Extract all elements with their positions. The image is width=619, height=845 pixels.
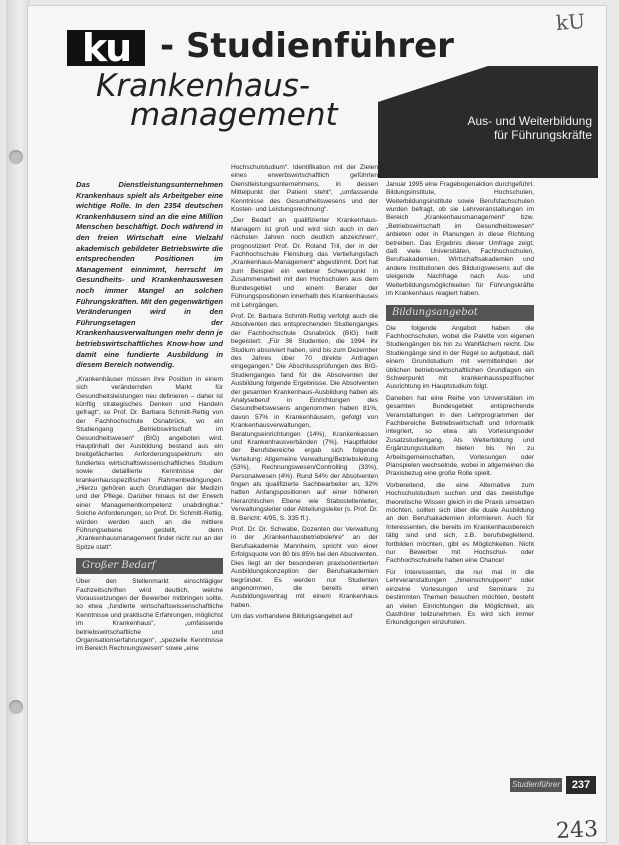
article-column-3: [386, 164, 534, 631]
lead-paragraph: Das Dienstleistungsunternehmen Krankenhaus spielt als Arbeitgeber eine wichtige Rolle. In den 2354 deutschen Krankenhäusern sind an die eine Million Menschen beschäftigt. Doch während in den freien Wirtschaft eine Vielzahl akademisch gebildeter Betriebswirte die entsprechenden Positionen im Management einnimmt, herrscht im Gesundheits- und Krankenhauswesen noch immer Mangel an solchen Führungskräften. Mit den gegenwärtigen Veränderungen wird in den Führungsetagen der Krankenhausverwaltungen mehr denn je betriebswirtschaftliches Know-how und damit eine fundierte Ausbildung in diesem Bereich notwendig.: [76, 180, 223, 370]
section-heading: Großer Bedarf: [76, 558, 223, 574]
paragraph: diesem Sektor möglichst umfassend zu erfassen, hat die ku in den Monaten Dezember 1994 und Januar 1995 eine Fragebogenaktion durchgeführt. Bildungsinstitute, Hochschulen, Weiterbildungsinstitute sowie Berufsfachschulen wurden befragt, ob sie Lehrveranstaltungen im Bereich „Krankenhausmanagement“ bzw. „Betriebswirtschaft im Gesundheitswesen“ anbieten oder in Planungen in diese Richtung betreiben. Das Ergebnis dieser Umfrage zeigt, daß viele Universitäten, Fachhochschulen, Berufsakademien, Wirtschaftsakademien und andere Institutionen des Bildungswesens auf die steigende Nachfrage nach Aus- und Weiterbildungsmöglichkeiten für Führungskräfte im Krankenhaus reagiert haben.: [386, 164, 534, 298]
footer-section-tag: Studienführer: [510, 778, 562, 792]
paragraph: Die folgende Angebot haben die Fachhochschulen, wobei die Palette von eigenen Studiengängen bis hin zu Wahlfächern reicht. Die Studiengänge sind in der Regel so aufgebaut, daß einem Grundstudium mit vermittelnden der üblichen betriebswirtschaftlichen Grundlagen ein Schwerpunkt mit krankenhausspezifischer Ausrichtung im Hauptstudium folgt.: [386, 324, 534, 391]
banner-line-1: Aus- und Weiterbildung: [467, 114, 592, 128]
page-title: [96, 68, 338, 133]
banner-subtitle: [372, 114, 592, 142]
title-line-1: Krankenhaus-: [96, 68, 311, 104]
paragraph: Über den Stellenmarkt einschlägiger Fachzeitschriften wird deutlich, welche Voraussetzungen der Bewerber mitbringen sollte, so etwa „fundierte wirtschaftswissenschaftliche Kenntnisse und praktische Erfahrungen, möglichst im Krankenhaus“, „umfassende betriebswirtschaftliche und Organisationserfahrungen“, „spezielle Kenntnisse im Bereich Rechnungswesen“ sowie „eine: [76, 578, 223, 653]
ku-logo: ku: [67, 30, 145, 66]
article-column-2: [231, 164, 378, 625]
paragraph: Für Interessenten, die nur mal in die Lehrveranstaltungen „hineinschnuppern“ oder einzelne Vorlesungen und Seminare zu bestimmten Themen besuchen möchten, besteht an vielen Einrichtungen die Möglichkeit, als Gasthörer teilzunehmen. Es wird sich immer Erkundigungen einzuholen.: [386, 568, 534, 627]
paragraph: Um das vorhandene Bildungsangebot auf: [231, 613, 353, 621]
paragraph: Vorbereitend, die eine Alternative zum Hochschulstudium suchen und das zweistufige theoretische Wissen gleich in die Praxis umsetzen möchten, sollten sich über die duale Ausbildung an den Berufsakademien informieren. Auch für Interessenten, die bereits im Krankenhausbereich tätig sind und sich, z.B. berufsbegleitend, fortbilden möchten, gibt es Möglichkeiten. Nicht nur Bewerber mit Hochschul- oder Fachhochschulreife haben eine Chance!: [386, 481, 534, 565]
punch-hole: [9, 150, 23, 164]
paragraph: Daneben hat eine Reihe von Universitäten im gesamten Bundesgebiet entsprechende Veranstaltungen in den Lehrprogrammen der Fachbereiche Betriebswirtschaft und Informatik integriert, so etwa als Vorlesungsoder Zusatzstudiengang. Als Weiterbildung und Ergänzungsstudium bieten bis hin zu Arbeitsgemeinschaften, Vorlesungen oder Planspielen wechselnde, wobei in allgemeinen die Praxisbezug eine große Rolle spielt.: [386, 394, 534, 478]
section-heading: Bildungsangebot: [386, 305, 534, 321]
banner-line-2: für Führungskräfte: [493, 128, 592, 142]
paragraph: „Der Bedarf an qualifizierter Krankenhaus-Managern ist groß und wird sich auch in den nächsten Jahren noch deutlich abzeichnen“, prognostiziert Prof. Dr. Roland Tril, der in der Fachhochschule Flensburg das Vertiefungsfach „Krankenhaus-Management“ abgestimmt. Dort hat zum Beispiel ein weiterer Schwerpunkt in Zusammenarbeit mit den Hochschulen aus dem Bundesgebiet und einem Berater der Führungspositionen innerhalb des Krankenhauses mit Lehrgängen.: [231, 217, 378, 309]
paragraph: Prof. Dr. Barbara Schmitt-Rettig verfolgt auch die Absolventen des entsprechenden Studienganges der Fachhochschule Osnabrück (BIG) hellt begeistert: „Für 36 Studenten, die 1994 ihr Studium absolviert haben, sind bis zum Dezember des Jahres über 70 direkte Anfragen eingegangen.“ Die Abschlussprüfungen des BIG-Studienganges fand für die Absolventen der Ausbildung folgende Ergebnisse. Die Absolventen der gesamten Krankenhaus-Ausbildung haben als Analyseberuf in Einrichtungen des Gesundheitswesens angenommen haben 81%, davon 57% in Krankenhäusern, gefolgt von Krankenhausverwaltungen, Beratungseinrichtungen (14%), Krankenkassen und Krankenhausverbänden (7%). Hauptfelder der Berufsbereiche ergab sich folgende Verteilung: Allgemeine Verwaltung/Betriebsleitung (53%), Rechnungswesen/Controlling (33%), Personalwesen (4%). Rund 54% der Absolventen fingen als qualifizierte Sachbearbeiter an, 32% hatten Anfangspositionen auf einer höheren hierarchischen Ebene wie Stabsstellenleiter, Verwaltungsleiter oder Abteilungsleiter (s. Prof. Dr. B. Bericht: 4/95, S. 335 ff.).: [231, 312, 378, 522]
handwritten-note-bottom: 243: [555, 816, 599, 845]
page-number: 237: [566, 776, 596, 794]
handwritten-note-top: kU: [555, 9, 586, 35]
article-column-1: [76, 180, 223, 657]
paragraph: Prof. Dr. Dr. Schwabe, Dozenten der Verwaltung in der „Krankenhausbetriebslehre“ an der Berufsakademie Mannheim, spricht von einer Erfolgsquote von 80 bis 85% bei den Absolventen. Dies liegt an der besonderen praxisorientierten Ausbildungskonzeption der Berufsakademien begründet. Es werden nur Studenten angenommen, die bereits einen Ausbildungsvertrag mit einem Krankenhaus haben.: [231, 526, 378, 609]
series-title: - Studienführer: [160, 26, 454, 66]
paragraph: Hochschulstudium“. Identifikation mit der Zielen eines erwerbswirtschaftlich geführten Dienstleistungsunternehmens, in dessen Mittelpunkt der Patient steht“, „umfassende Kenntnisse des Gesundheitswesens und der Kosten- und Leistungsrechnung“.: [231, 164, 378, 214]
paragraph: „Krankenhäuser müssen ihre Position in einem sich verändernden Markt für Gesundheitsleistungen neu definieren – daher ist künftig strategisches Denken und Handeln gefragt“, so Prof. Dr. Barbara Schmitt-Rettig von der Fachhochschule Osnabrück, wo ein Studiengang „Betriebswirtschaft im Gesundheitswesen“ (BIG) angeboten wird. Hauptinhalt der Ausbildung bestand aus ein breitgefächertes Anforderungsspektrum: ein fundiertes wirtschaftswissenschaftliches Studium sowie detaillierte Kenntnisse der krankenhausspezifischen Rahmenbedingungen. „Hierzu gehören auch Grundlagen der Medizin und der Pflege. Darüber hinaus ist der Erwerb einer Managementkompetenz unabdingbar.“ Solche Anforderungen, so Prof. Dr. Schmitt-Rettig, würden werden auch an die mittlere Führungsebene gestellt, denn „Krankenhausmanagement findet nicht nur an der Spitze statt“.: [76, 375, 223, 551]
punch-hole: [9, 700, 23, 714]
binder-edge: [6, 0, 30, 845]
title-line-2: management: [130, 97, 338, 133]
